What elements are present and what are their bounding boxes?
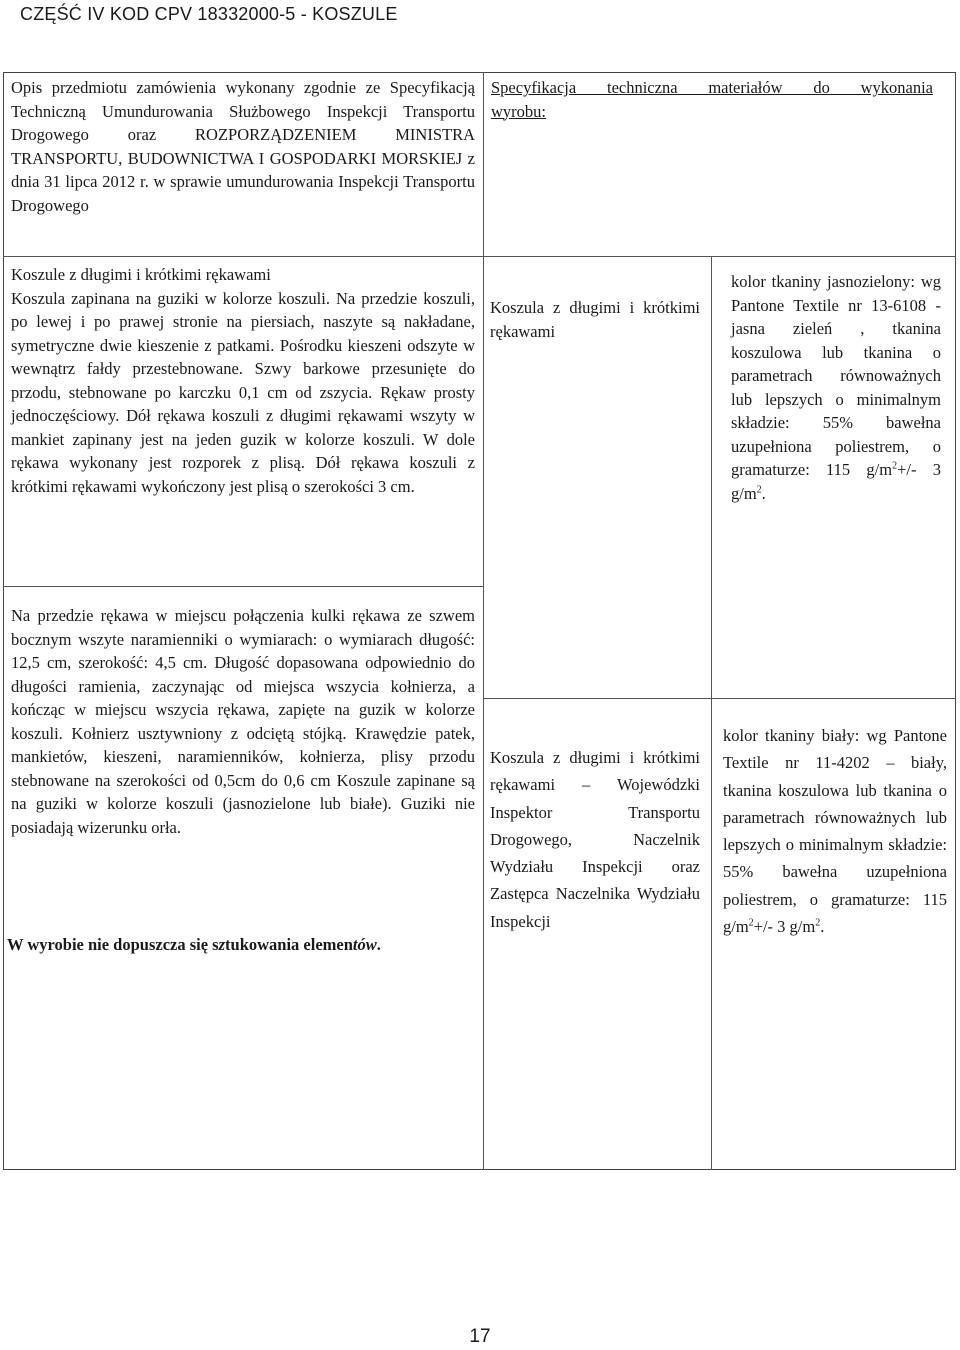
row1-product-text: Koszula z długimi i krótkimi rękawami <box>490 298 700 341</box>
intro-text: Opis przedmiotu zamówienia wykonany zgodnie ze Specyfikacją Techniczną Umundurowania Służbowego Inspekcji Transportu Drogowego oraz ROZPORZĄDZENIEM MINISTRA TRANSPORTU, BUDOWNICTWA I GOSPODARKI MORSKIEJ z dnia 31 lipca 2012 r. w sprawie umundurowania Inspekcji Transportu Drogowego <box>11 78 475 215</box>
row-divider <box>3 586 483 587</box>
row1-heading: Koszule z długimi i krótkimi rękawami <box>11 265 271 284</box>
intro-description <box>11 76 475 217</box>
row-divider <box>3 256 956 257</box>
row2-product-text: Koszula z długimi i krótkimi rękawami – Wojewódzki Inspektor Transportu Drogowego, Naczelnik Wydziału Inspekcji oraz Zastępca Naczelnika Wydziału Inspekcji <box>490 748 700 931</box>
page-number: 17 <box>469 1326 491 1347</box>
row2-description <box>11 604 475 839</box>
document-header: CZĘŚĆ IV KOD CPV 18332000-5 - KOSZULE <box>20 4 398 24</box>
spec-heading <box>491 76 933 123</box>
row2-material <box>723 722 947 940</box>
row2-material-text: kolor tkaniny biały: wg Pantone Textile nr 11-4202 – biały, tkanina koszulowa lub tkanina o parametrach równoważnych lub lepszych o minimalnym składzie: 55% bawełna uzupełniona poliestrem, o gramaturze: 115 $g/m^2+/-$ 3 $g/m^2$. <box>723 726 947 937</box>
spec-heading-line1: Specyfikacja techniczna materiałów do wykonania <box>491 78 933 97</box>
column-divider <box>711 257 712 1170</box>
spec-heading-line2: wyrobu: <box>491 101 546 121</box>
row1-material-text: kolor tkaniny jasnozielony: wg Pantone Textile nr 13-6108 - jasna zieleń , tkanina koszulowa lub tkanina o parametrach równoważnych lub lepszych o minimalnym składzie: 55% bawełna uzupełniona poliestrem, o gramaturze: 115 $g/m^2+/-$ 3 $g/m^2$. <box>731 272 941 503</box>
row1-material <box>731 270 941 505</box>
row2-note: W wyrobie nie dopuszcza się sztukowania elementów. <box>7 935 381 954</box>
row2-text: Na przedzie rękawa w miejscu połączenia kulki rękawa ze szwem bocznym wszyte naramienniki o wymiarach: o wymiarach długość: 12,5 cm, szerokość: 4,5 cm. Długość dopasowana odpowiednio do długości ramienia, zaczynając od miejsca wszycia kołnierza, a kończąc w miejscu wszycia rękawa, zapięte na guzik w kolorze koszuli. Kołnierz usztywniony z odciętą stójką. Krawędzie patek, mankietów, kieszeni, naramienników, kołnierza, plisy przodu stebnowane na szerokości od 0,5cm do 0,6 cm Koszule zapinane są na guziki w kolorze koszuli (jasnozielone lub białe). Guziki nie posiadają wizerunku orła. <box>11 606 475 837</box>
row1-description <box>11 263 475 498</box>
row1-product <box>490 296 700 343</box>
row-divider <box>483 698 956 699</box>
column-divider <box>483 72 484 1170</box>
row2-product <box>490 744 700 935</box>
row1-text: Koszula zapinana na guziki w kolorze koszuli. Na przedzie koszuli, po lewej i po prawej stronie na piersiach, naszyte są nakładane, symetryczne dwie kieszenie z patkami. Pośrodku kieszeni odszyte w wewnątrz fałdy przestebnowane. Szwy barkowe przesunięte do przodu, stebnowane po karczku 0,1 cm od zszycia. Rękaw prosty jednoczęściowy. Dół rękawa koszuli z długimi rękawami wszyty w mankiet zapinany jest na jeden guzik w kolorze koszuli. W dole rękawa wykonany jest rozporek z plisą. Dół rękawa koszuli z krótkimi rękawami wykończony jest plisą o szerokości 3 cm. <box>11 288 475 496</box>
